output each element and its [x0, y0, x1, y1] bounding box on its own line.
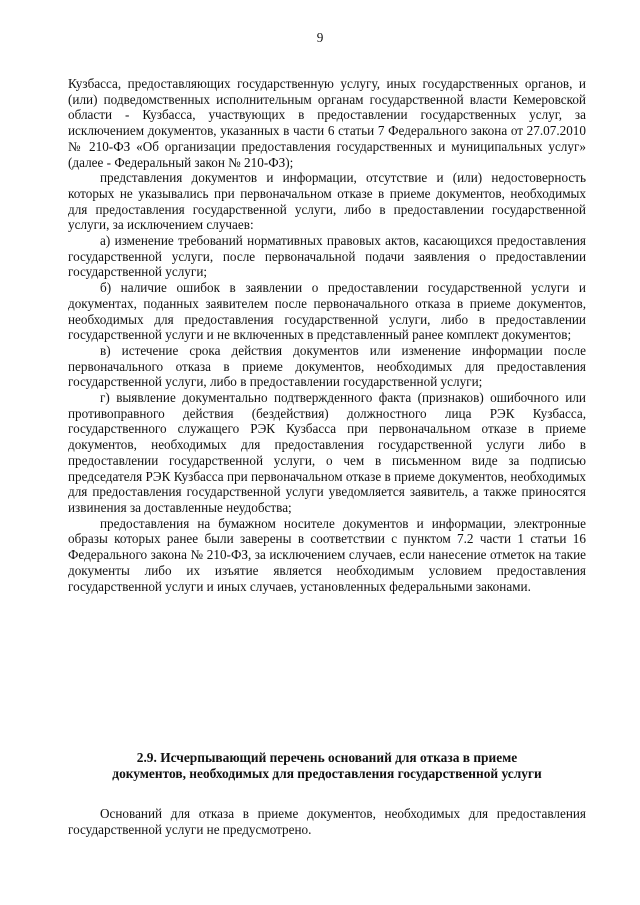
- paragraph-paper-documents: предоставления на бумажном носителе документов и информации, электронные образы которых ранее были заверены в соответствии с пунктом 7.2 части 1 статьи 16 Федерального закона № 210-ФЗ, за исключением случаев, если нанесение отметок на такие документы либо их изъятие является необходимым условием предоставления государственной услуги и иных случаев, установленных федеральными законами.: [68, 515, 586, 594]
- section-heading: [68, 750, 586, 782]
- paragraph-item-v: в) истечение срока действия документов или изменение информации после первоначального отказа в приеме документов, необходимых для предоставления государственной услуги, либо в предоставлении государственной услуги;: [68, 342, 586, 390]
- paragraph-item-g: г) выявление документально подтвержденного факта (признаков) ошибочного или противоправного действия (бездействия) должностного лица РЭК Кузбасса, государственного служащего РЭК Кузбасса при первоначальном отказе в приеме документов, необходимых для предоставления государственной услуги либо в предоставлении государственной услуги, о чем в письменном виде за подписью председателя РЭК Кузбасса при первоначальном отказе в приеме документов, необходимых для предоставления государственной услуги уведомляется заявитель, а также приносятся извинения за доставленные неудобства;: [68, 390, 586, 515]
- paragraph-item-b: б) наличие ошибок в заявлении о предоставлении государственной услуги и документах, поданных заявителем после первоначального отказа в приеме документов, необходимых для предоставления государственной услуги, либо в предоставлении государственной услуги и не включенных в представленный ранее комплект документов;: [68, 280, 586, 343]
- paragraph-item-a: а) изменение требований нормативных правовых актов, касающихся предоставления государственной услуги, после первоначальной подачи заявления о предоставлении государственной услуги;: [68, 233, 586, 280]
- body-text: [68, 76, 586, 594]
- paragraph-documents-info: представления документов и информации, отсутствие и (или) недостоверность которых не указывались при первоначальном отказе в приеме документов, необходимых для предоставления государственной услуги, либо в предоставлении государственной услуги, за исключением случаев:: [68, 170, 586, 233]
- section-heading-line-2: документов, необходимых для предоставления государственной услуги: [112, 766, 542, 781]
- section-heading-line-1: 2.9. Исчерпывающий перечень оснований для отказа в приеме: [136, 750, 518, 765]
- paragraph-continuation: Кузбасса, предоставляющих государственную услугу, иных государственных органов, и (или) подведомственных исполнительным органам государственной власти Кемеровской области - Кузбасса, участвующих в предоставлении государственных услуг, за исключением документов, указанных в части 6 статьи 7 Федерального закона от 27.07.2010 № 210-ФЗ «Об организации предоставления государственных и муниципальных услуг» (далее - Федеральный закон № 210-ФЗ);: [68, 76, 586, 170]
- page-number: 9: [316, 30, 324, 45]
- final-section: [68, 806, 586, 837]
- paragraph-no-grounds: Оснований для отказа в приеме документов, необходимых для предоставления государственной услуги не предусмотрено.: [68, 806, 586, 837]
